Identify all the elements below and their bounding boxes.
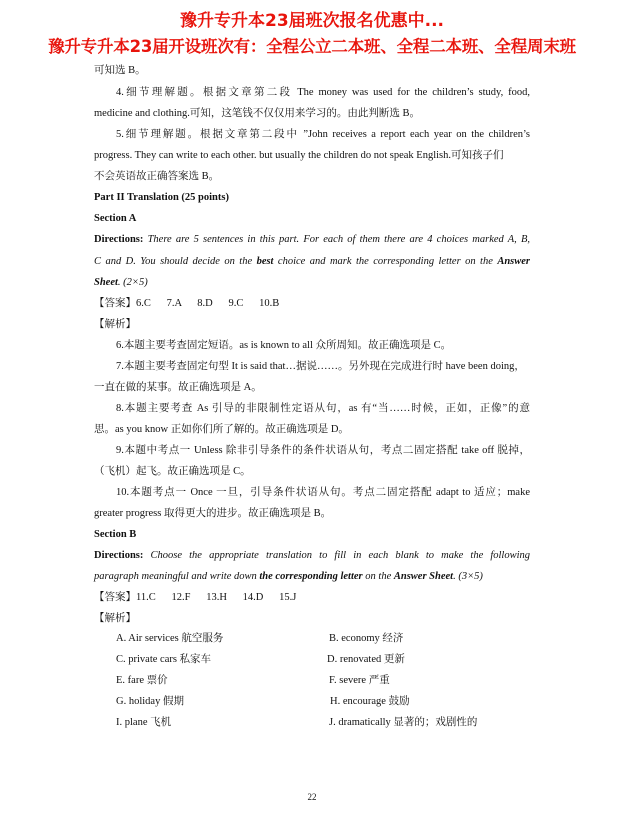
analysis-item-9-cont: （飞机）起飞。故正确选项是 C。 xyxy=(94,466,251,477)
vocab-item-h: H. encourage 鼓励 xyxy=(330,696,410,707)
directions-text: paragraph meaningful and write down xyxy=(94,571,260,582)
section-b-title: Section B xyxy=(94,529,137,540)
vocab-item-a: A. Air services 航空服务 xyxy=(116,633,224,644)
vocab-item-i: I. plane 飞机 xyxy=(116,717,172,728)
section-b-analysis-label: 【解析】 xyxy=(94,613,136,624)
directions-text: choice and mark the corresponding letter on the xyxy=(273,256,498,267)
vocab-item-e: E. fare 票价 xyxy=(116,675,168,686)
text-line: progress. They can write to each other. but usually the children do not speak English.可知孩子们 xyxy=(94,150,504,161)
analysis-item-10: 10.本题考点一 Once 一旦，引导条件状语从句。考点二固定搭配 adapt to 适应；make xyxy=(116,487,530,498)
directions-label: Directions: xyxy=(94,234,144,245)
directions-emphasis: Sheet xyxy=(94,277,118,288)
directions-label: Directions: xyxy=(94,550,144,561)
section-a-directions-1 xyxy=(94,233,530,247)
vocab-item-d: D. renovated 更新 xyxy=(327,654,405,665)
section-b-directions-2 xyxy=(94,570,530,584)
promo-banner-line-2: 豫升专升本23届开设班次有：全程公立二本班、全程二本班、全程周末班 xyxy=(48,37,576,56)
analysis-item-10-cont: greater progress 取得更大的进步。故正确选项是 B。 xyxy=(94,508,332,519)
directions-text: There are 5 sentences in this part. For each of them there are 4 choices marked A, B, xyxy=(147,234,531,245)
promo-banner-line-1: 豫升专升本23届班次报名优惠中... xyxy=(179,11,445,31)
directions-emphasis: the corresponding letter xyxy=(259,571,363,582)
analysis-item-9: 9.本题中考点一 Unless 除非引导条件的条件状语从句，考点二固定搭配 take off 脱掉， xyxy=(116,445,530,456)
part-title: Part II Translation (25 points) xyxy=(94,192,229,203)
directions-text: Choose the appropriate translation to fill in each blank to make the following xyxy=(150,550,531,561)
directions-emphasis: best xyxy=(256,256,274,267)
page-number: 22 xyxy=(307,792,317,802)
vocab-item-f: F. severe 严重 xyxy=(329,675,390,686)
directions-text: C and D. You should decide on the xyxy=(94,256,257,267)
directions-text: . (3×5) xyxy=(453,571,483,582)
section-a-directions-2 xyxy=(94,255,530,269)
vocab-item-b: B. economy 经济 xyxy=(329,633,404,644)
analysis-item-8: 8.本题主要考查 As 引导的非限制性定语从句，as 有“当……时候，正如，正像”的意 xyxy=(116,403,530,414)
vocab-item-g: G. holiday 假期 xyxy=(116,696,184,707)
text-line: 4.细节理解题。根据文章第二段 The money was used for the children’s study, food, xyxy=(116,87,530,98)
directions-text: . (2×5) xyxy=(117,277,148,288)
analysis-item-7: 7.本题主要考查固定句型 It is said that…据说……。另外现在完成进行时 have been doing， xyxy=(116,361,525,372)
analysis-item-8-cont: 思。as you know 正如你们所了解的。故正确选项是 D。 xyxy=(94,424,349,435)
analysis-item-6: 6.本题主要考查固定短语。as is known to all 众所周知。故正确选项是 C。 xyxy=(116,340,452,351)
section-a-directions-3 xyxy=(94,276,530,290)
section-b-answer: 【答案】11.C 12.F 13.H 14.D 15.J xyxy=(94,592,297,603)
text-line: medicine and clothing.可知，这笔钱不仅仅用来学习的。由此判断选 B。 xyxy=(94,108,421,119)
section-a-analysis-label: 【解析】 xyxy=(94,319,136,330)
directions-text: on the xyxy=(362,571,394,582)
vocab-item-j: J. dramatically 显著的；戏剧性的 xyxy=(329,717,478,728)
section-a-answer: 【答案】6.C 7.A 8.D 9.C 10.B xyxy=(94,298,280,309)
directions-emphasis: Answer Sheet xyxy=(393,571,454,582)
text-line: 可知选 B。 xyxy=(94,65,146,76)
text-line: 不会英语故正确答案选 B。 xyxy=(94,171,220,182)
section-b-directions-1 xyxy=(94,549,530,563)
section-a-title: Section A xyxy=(94,213,137,224)
text-line: 5.细节理解题。根据文章第二段中 ”John receives a report each year on the children’s xyxy=(116,129,530,140)
directions-emphasis: Answer xyxy=(497,256,530,267)
vocab-item-c: C. private cars 私家车 xyxy=(116,654,212,665)
analysis-item-7-cont: 一直在做的某事。故正确选项是 A。 xyxy=(94,382,262,393)
